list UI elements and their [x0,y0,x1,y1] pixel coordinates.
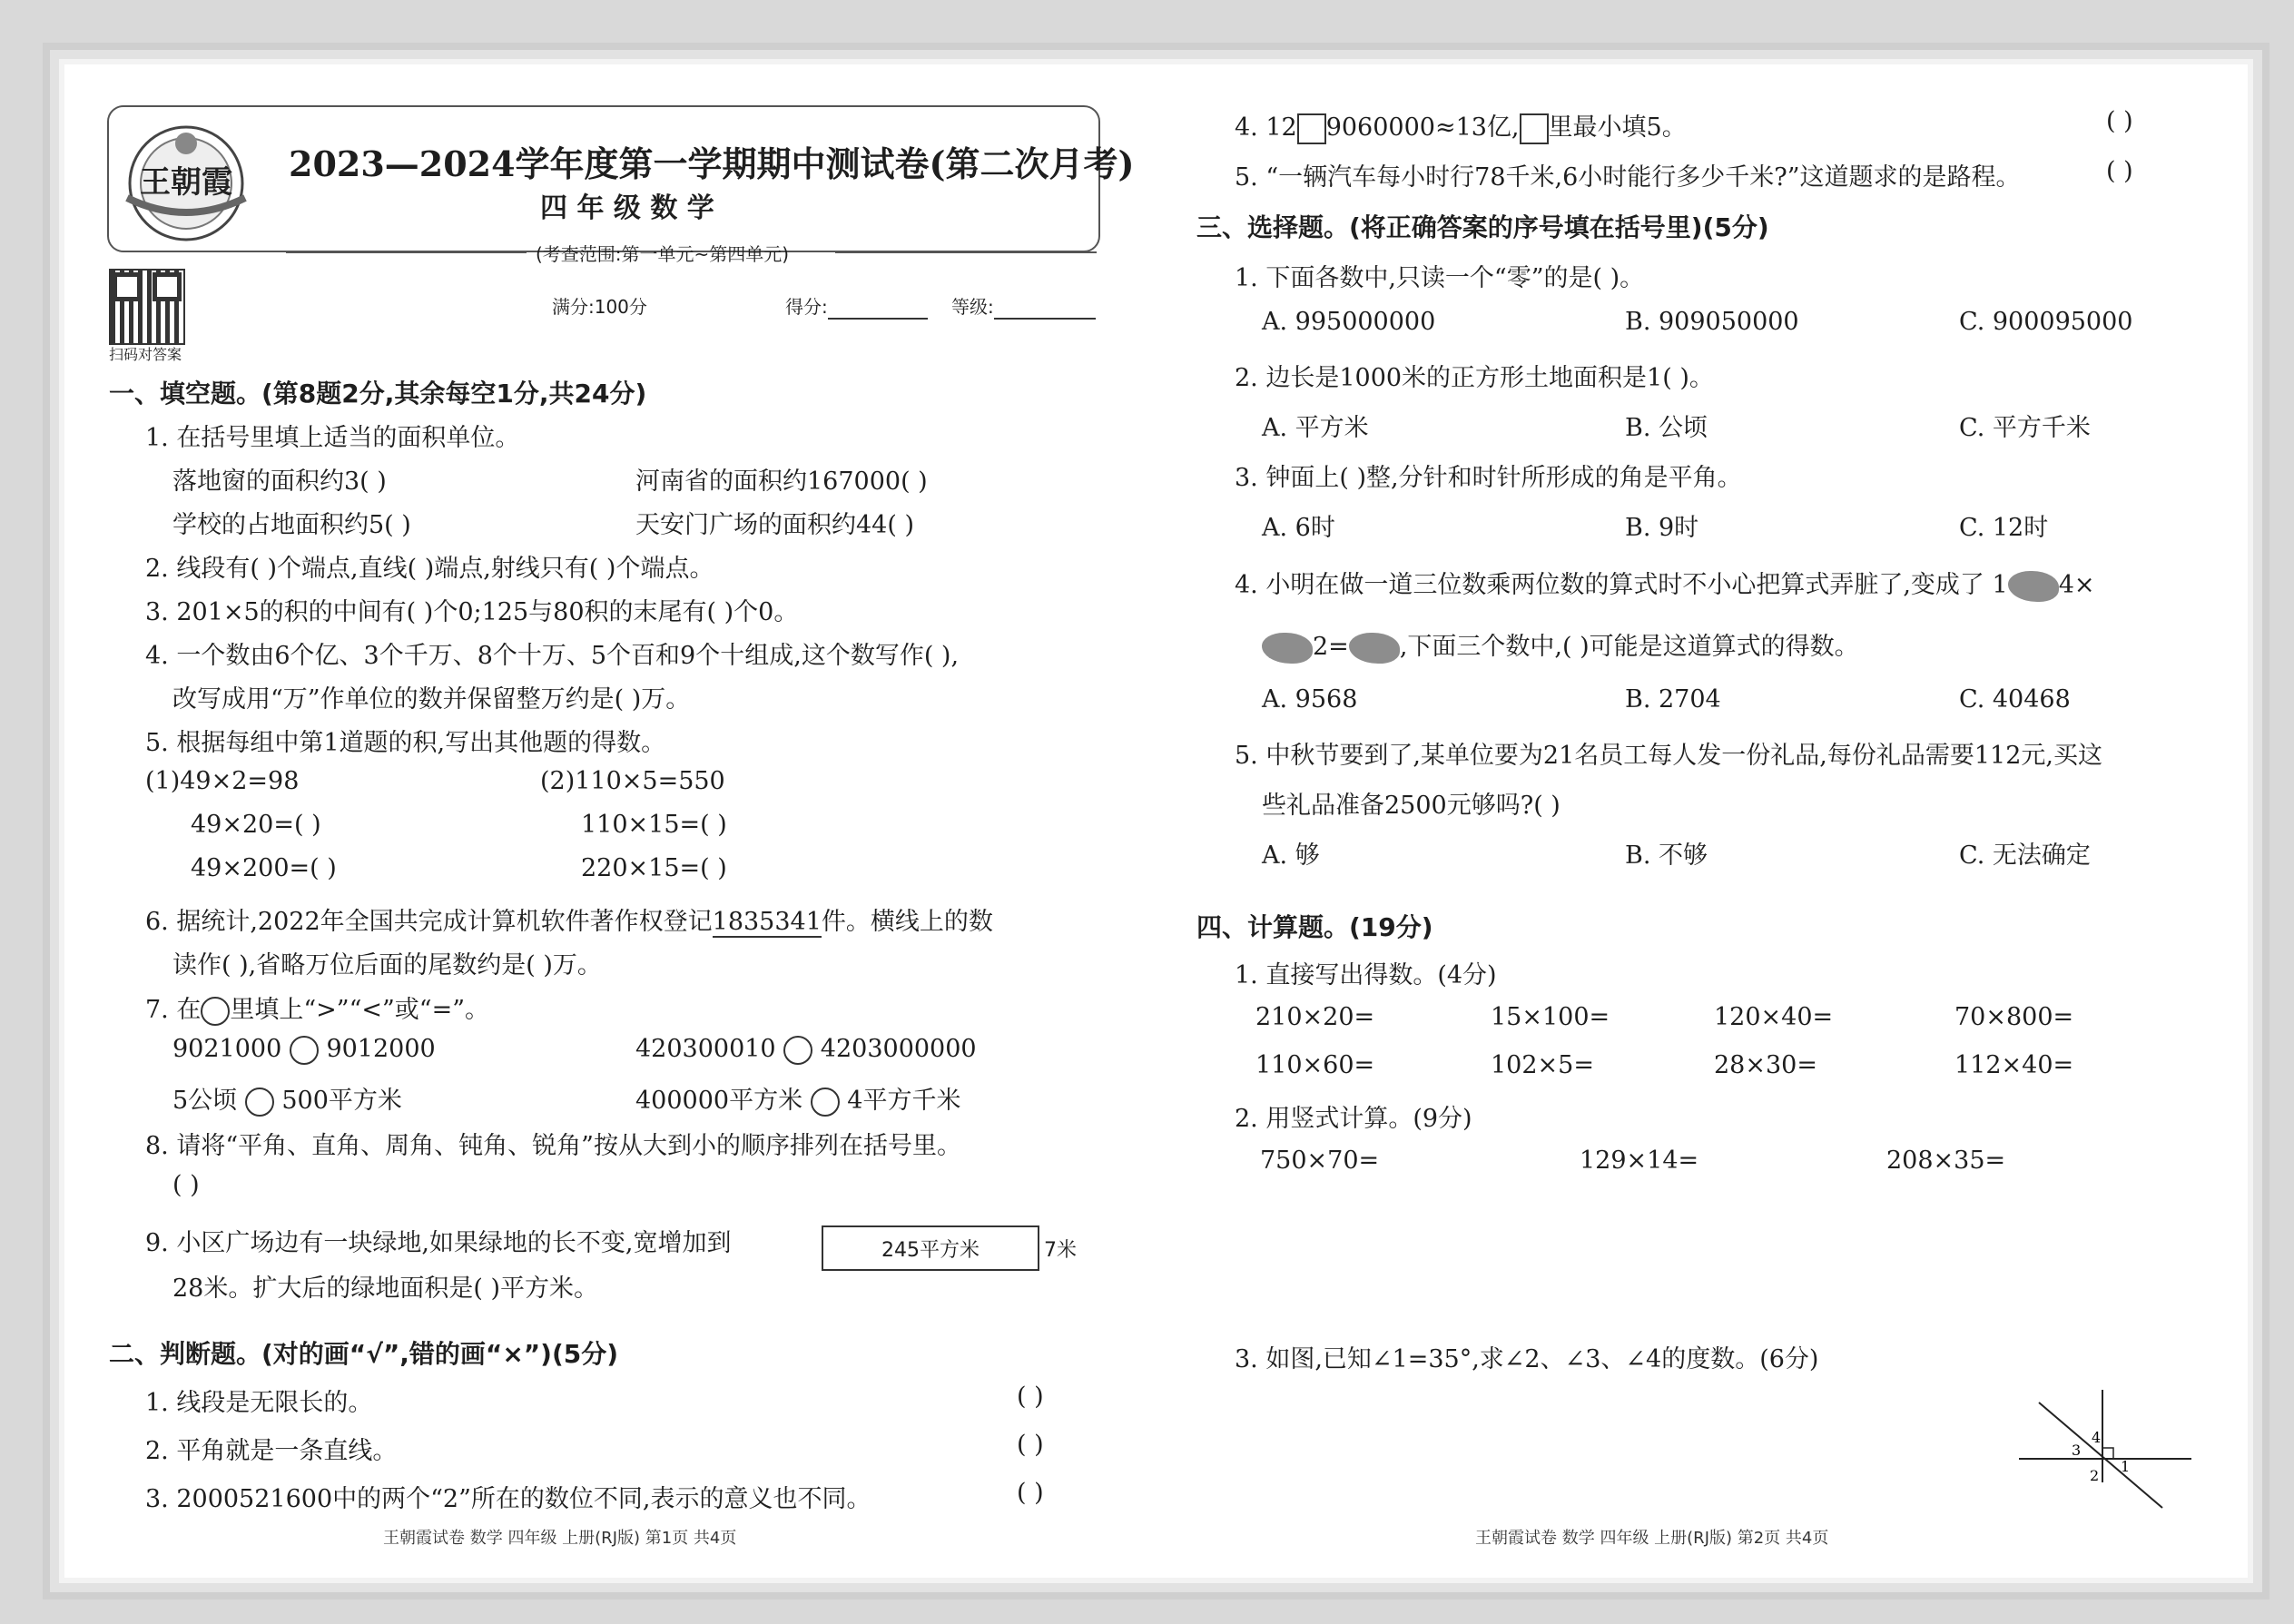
section2-title: 二、判断题。(对的画“√”,错的画“×”)(5分) [109,1339,619,1369]
k1-r1-c1[interactable]: 210×20= [1255,1003,1375,1031]
angle-label-2: 2 [2090,1467,2100,1484]
compare-circle-icon [201,997,230,1026]
j4-mid: 9060000≈13亿, [1325,113,1520,142]
exam-title: 2023—2024学年度第一学期期中测试卷(第二次月考) [289,143,1135,184]
c5-option-a[interactable]: A. 够 [1262,842,1320,870]
c2-option-a[interactable]: A. 平方米 [1262,414,1369,442]
compare-circle-q7c[interactable] [245,1088,274,1117]
c3-option-c[interactable]: C. 12时 [1959,514,2049,542]
c2-option-c[interactable]: C. 平方千米 [1959,414,2091,442]
score-blank[interactable] [828,296,928,320]
c4a-main: 4. 小明在做一道三位数乘两位数的算式时不小心把算式弄脏了,变成了 1 [1235,571,2008,599]
angle-label-3: 3 [2072,1442,2082,1459]
q7c-right: 500平方米 [281,1087,402,1115]
right-footer: 王朝霞试卷 数学 四年级 上册(RJ版) 第2页 共4页 [1475,1529,1829,1548]
c1-text[interactable]: 1. 下面各数中,只读一个“零”的是( )。 [1235,264,1645,292]
q5-5-text[interactable]: 110×15=( ) [581,811,727,839]
q7-text [145,989,489,1026]
q7c-left: 5公顷 [172,1087,238,1115]
grade-label: 等级: [951,296,994,318]
k1-r1-c4[interactable]: 70×800= [1954,1003,2074,1031]
c2-text[interactable]: 2. 边长是1000米的正方形土地面积是1( )。 [1235,364,1714,392]
q1a-text[interactable]: 落地窗的面积约3( ) [172,468,387,496]
c4b-text[interactable] [1262,626,1859,664]
k1-r2-c3[interactable]: 28×30= [1714,1051,1817,1079]
k1-r1-c2[interactable]: 15×100= [1491,1003,1610,1031]
q6a-text [145,901,993,938]
section1-title: 一、填空题。(第8题2分,其余每空1分,共24分) [109,379,647,408]
q5-6-text[interactable]: 220×15=( ) [581,854,727,882]
scope-rule-left [286,251,527,253]
j4-box-1[interactable] [1297,113,1326,144]
q9b-text[interactable]: 28米。扩大后的绿地面积是( )平方米。 [172,1275,599,1303]
k1-r2-c1[interactable]: 110×60= [1255,1051,1375,1079]
c2-option-b[interactable]: B. 公顷 [1625,414,1708,442]
q7a-left: 9021000 [172,1035,282,1063]
logo-text: 王朝霞 [140,164,232,201]
q1d-text[interactable]: 天安门广场的面积约44( ) [635,511,915,539]
j4-pre: 4. 12 [1235,113,1297,142]
q7b[interactable] [635,1035,977,1065]
q7-post: 里填上“>”“<”或“=”。 [230,996,490,1024]
q5-4-text: (2)110×5=550 [540,767,725,795]
score-field[interactable] [785,292,928,320]
k1-r1-c3[interactable]: 120×40= [1714,1003,1834,1031]
section4-title: 四、计算题。(19分) [1196,912,1433,942]
section3-title: 三、选择题。(将正确答案的序号填在括号里)(5分) [1196,212,1769,242]
q4a-text[interactable]: 4. 一个数由6个亿、3个千万、8个十万、5个百和9个十组成,这个数写作( ), [145,642,960,670]
q9a-text: 9. 小区广场边有一块绿地,如果绿地的长不变,宽增加到 [145,1229,732,1257]
q5-1-text: (1)49×2=98 [145,767,300,795]
c1-option-b[interactable]: B. 909050000 [1625,308,1799,336]
q5-2-text[interactable]: 49×20=( ) [191,811,321,839]
q4b-text[interactable]: 改写成用“万”作单位的数并保留整万约是( )万。 [172,685,691,714]
q9-side-label: 7米 [1044,1239,1077,1262]
c4-option-b[interactable]: B. 2704 [1625,685,1721,714]
q5-text: 5. 根据每组中第1道题的积,写出其他题的得数。 [145,729,666,757]
compare-circle-q7a[interactable] [290,1036,319,1065]
q6b-text[interactable]: 读作( ),省略万位后面的尾数约是( )万。 [172,951,602,979]
j4-post: 里最小填5。 [1548,113,1687,142]
c4-option-a[interactable]: A. 9568 [1262,685,1358,714]
scope-text: (考查范围:第一单元~第四单元) [536,243,790,265]
score-label: 得分: [785,296,828,318]
q6a-number: 1835341 [712,908,822,936]
c3-text[interactable]: 3. 钟面上( )整,分针和时针所形成的角是平角。 [1235,464,1742,492]
q7a-right: 9012000 [326,1035,436,1063]
j1-text: 1. 线段是无限长的。 [145,1389,373,1417]
scope-rule-right [835,251,1097,253]
k2-c1[interactable]: 750×70= [1260,1147,1380,1175]
c3-option-a[interactable]: A. 6时 [1262,514,1335,542]
ink-blot-icon [1349,633,1400,664]
c1-option-a[interactable]: A. 995000000 [1262,308,1436,336]
compare-circle-q7d[interactable] [811,1088,840,1117]
q5-3-text[interactable]: 49×200=( ) [191,854,337,882]
q7-pre: 7. 在 [145,996,202,1024]
q7a[interactable] [172,1035,436,1065]
q7b-left: 420300010 [635,1035,776,1063]
k2-text: 2. 用竖式计算。(9分) [1235,1105,1472,1133]
q6a-pre: 6. 据统计,2022年全国共完成计算机软件著作权登记 [145,908,713,936]
j3-answer[interactable]: ( ) [1017,1479,1044,1507]
angle-label-4: 4 [2092,1429,2102,1446]
c5a-text: 5. 中秋节要到了,某单位要为21名员工每人发一份礼品,每份礼品需要112元,买这 [1235,742,2102,770]
c5b-text[interactable]: 些礼品准备2500元够吗?( ) [1262,792,1561,820]
c4a-end: 4× [2058,571,2095,599]
grade-blank[interactable] [994,296,1096,320]
publisher-logo [109,118,263,245]
j3-text: 3. 2000521600中的两个“2”所在的数位不同,表示的意义也不同。 [145,1485,871,1513]
k1-r2-c4[interactable]: 112×40= [1954,1051,2074,1079]
q7b-right: 4203000000 [820,1035,977,1063]
k2-c3[interactable]: 208×35= [1886,1147,2006,1175]
q1-text: 1. 在括号里填上适当的面积单位。 [145,424,520,452]
angle-label-1: 1 [2121,1458,2131,1475]
k2-c2[interactable]: 129×14= [1580,1147,1699,1175]
j4-answer[interactable]: ( ) [2106,107,2133,135]
q3-text[interactable]: 3. 201×5的积的中间有( )个0;125与80积的末尾有( )个0。 [145,598,799,626]
c4-option-c[interactable]: C. 40468 [1959,685,2071,714]
j4-box-2[interactable] [1520,113,1549,144]
j4-text [1235,107,1687,144]
ink-blot-icon [2008,571,2059,602]
q8-answer[interactable]: ( ) [172,1171,200,1199]
c5-option-c[interactable]: C. 无法确定 [1959,842,2091,870]
q7d-left: 400000平方米 [635,1087,803,1115]
c4b-post: ,下面三个数中,( )可能是这道算式的得数。 [1399,633,1859,661]
c1-option-c[interactable]: C. 900095000 [1959,308,2133,336]
q1b-text[interactable]: 河南省的面积约167000( ) [635,468,928,496]
k1-r2-c2[interactable]: 102×5= [1491,1051,1594,1079]
exam-subtitle: 四 年 级 数 学 [540,192,714,224]
grade-field[interactable] [951,292,1096,320]
q8-text: 8. 请将“平角、直角、周角、钝角、锐角”按从大到小的顺序排列在括号里。 [145,1132,961,1160]
q9-rectangle-figure [822,1225,1039,1271]
qr-caption: 扫码对答案 [109,346,182,363]
q2-text[interactable]: 2. 线段有( )个端点,直线( )端点,射线只有( )个端点。 [145,555,714,583]
c3-option-b[interactable]: B. 9时 [1625,514,1699,542]
k1-text: 1. 直接写出得数。(4分) [1235,961,1497,989]
q6a-post: 件。横线上的数 [821,908,993,936]
j1-answer[interactable]: ( ) [1017,1383,1044,1411]
q7d-right: 4平方千米 [847,1087,961,1115]
full-marks: 满分:100分 [552,296,647,318]
compare-circle-q7b[interactable] [783,1036,812,1065]
q7d[interactable] [635,1080,960,1117]
j2-text: 2. 平角就是一条直线。 [145,1437,398,1465]
j5-text: 5. “一辆汽车每小时行78千米,6小时能行多少千米?”这道题求的是路程。 [1235,163,2021,192]
q1c-text[interactable]: 学校的占地面积约5( ) [172,511,411,539]
k3-text: 3. 如图,已知∠1=35°,求∠2、∠3、∠4的度数。(6分) [1235,1345,1819,1373]
c5-option-b[interactable]: B. 不够 [1625,842,1708,870]
q9-area-label: 245平方米 [881,1238,980,1262]
left-footer: 王朝霞试卷 数学 四年级 上册(RJ版) 第1页 共4页 [383,1529,737,1548]
c4a-text [1235,565,2095,602]
j2-answer[interactable]: ( ) [1017,1431,1044,1459]
angle-diagram [2015,1384,2197,1511]
qr-code[interactable] [109,269,185,345]
ink-blot-icon [1262,633,1313,664]
c4b-mid: 2= [1313,633,1349,661]
q7c[interactable] [172,1080,402,1117]
j5-answer[interactable]: ( ) [2106,157,2133,185]
